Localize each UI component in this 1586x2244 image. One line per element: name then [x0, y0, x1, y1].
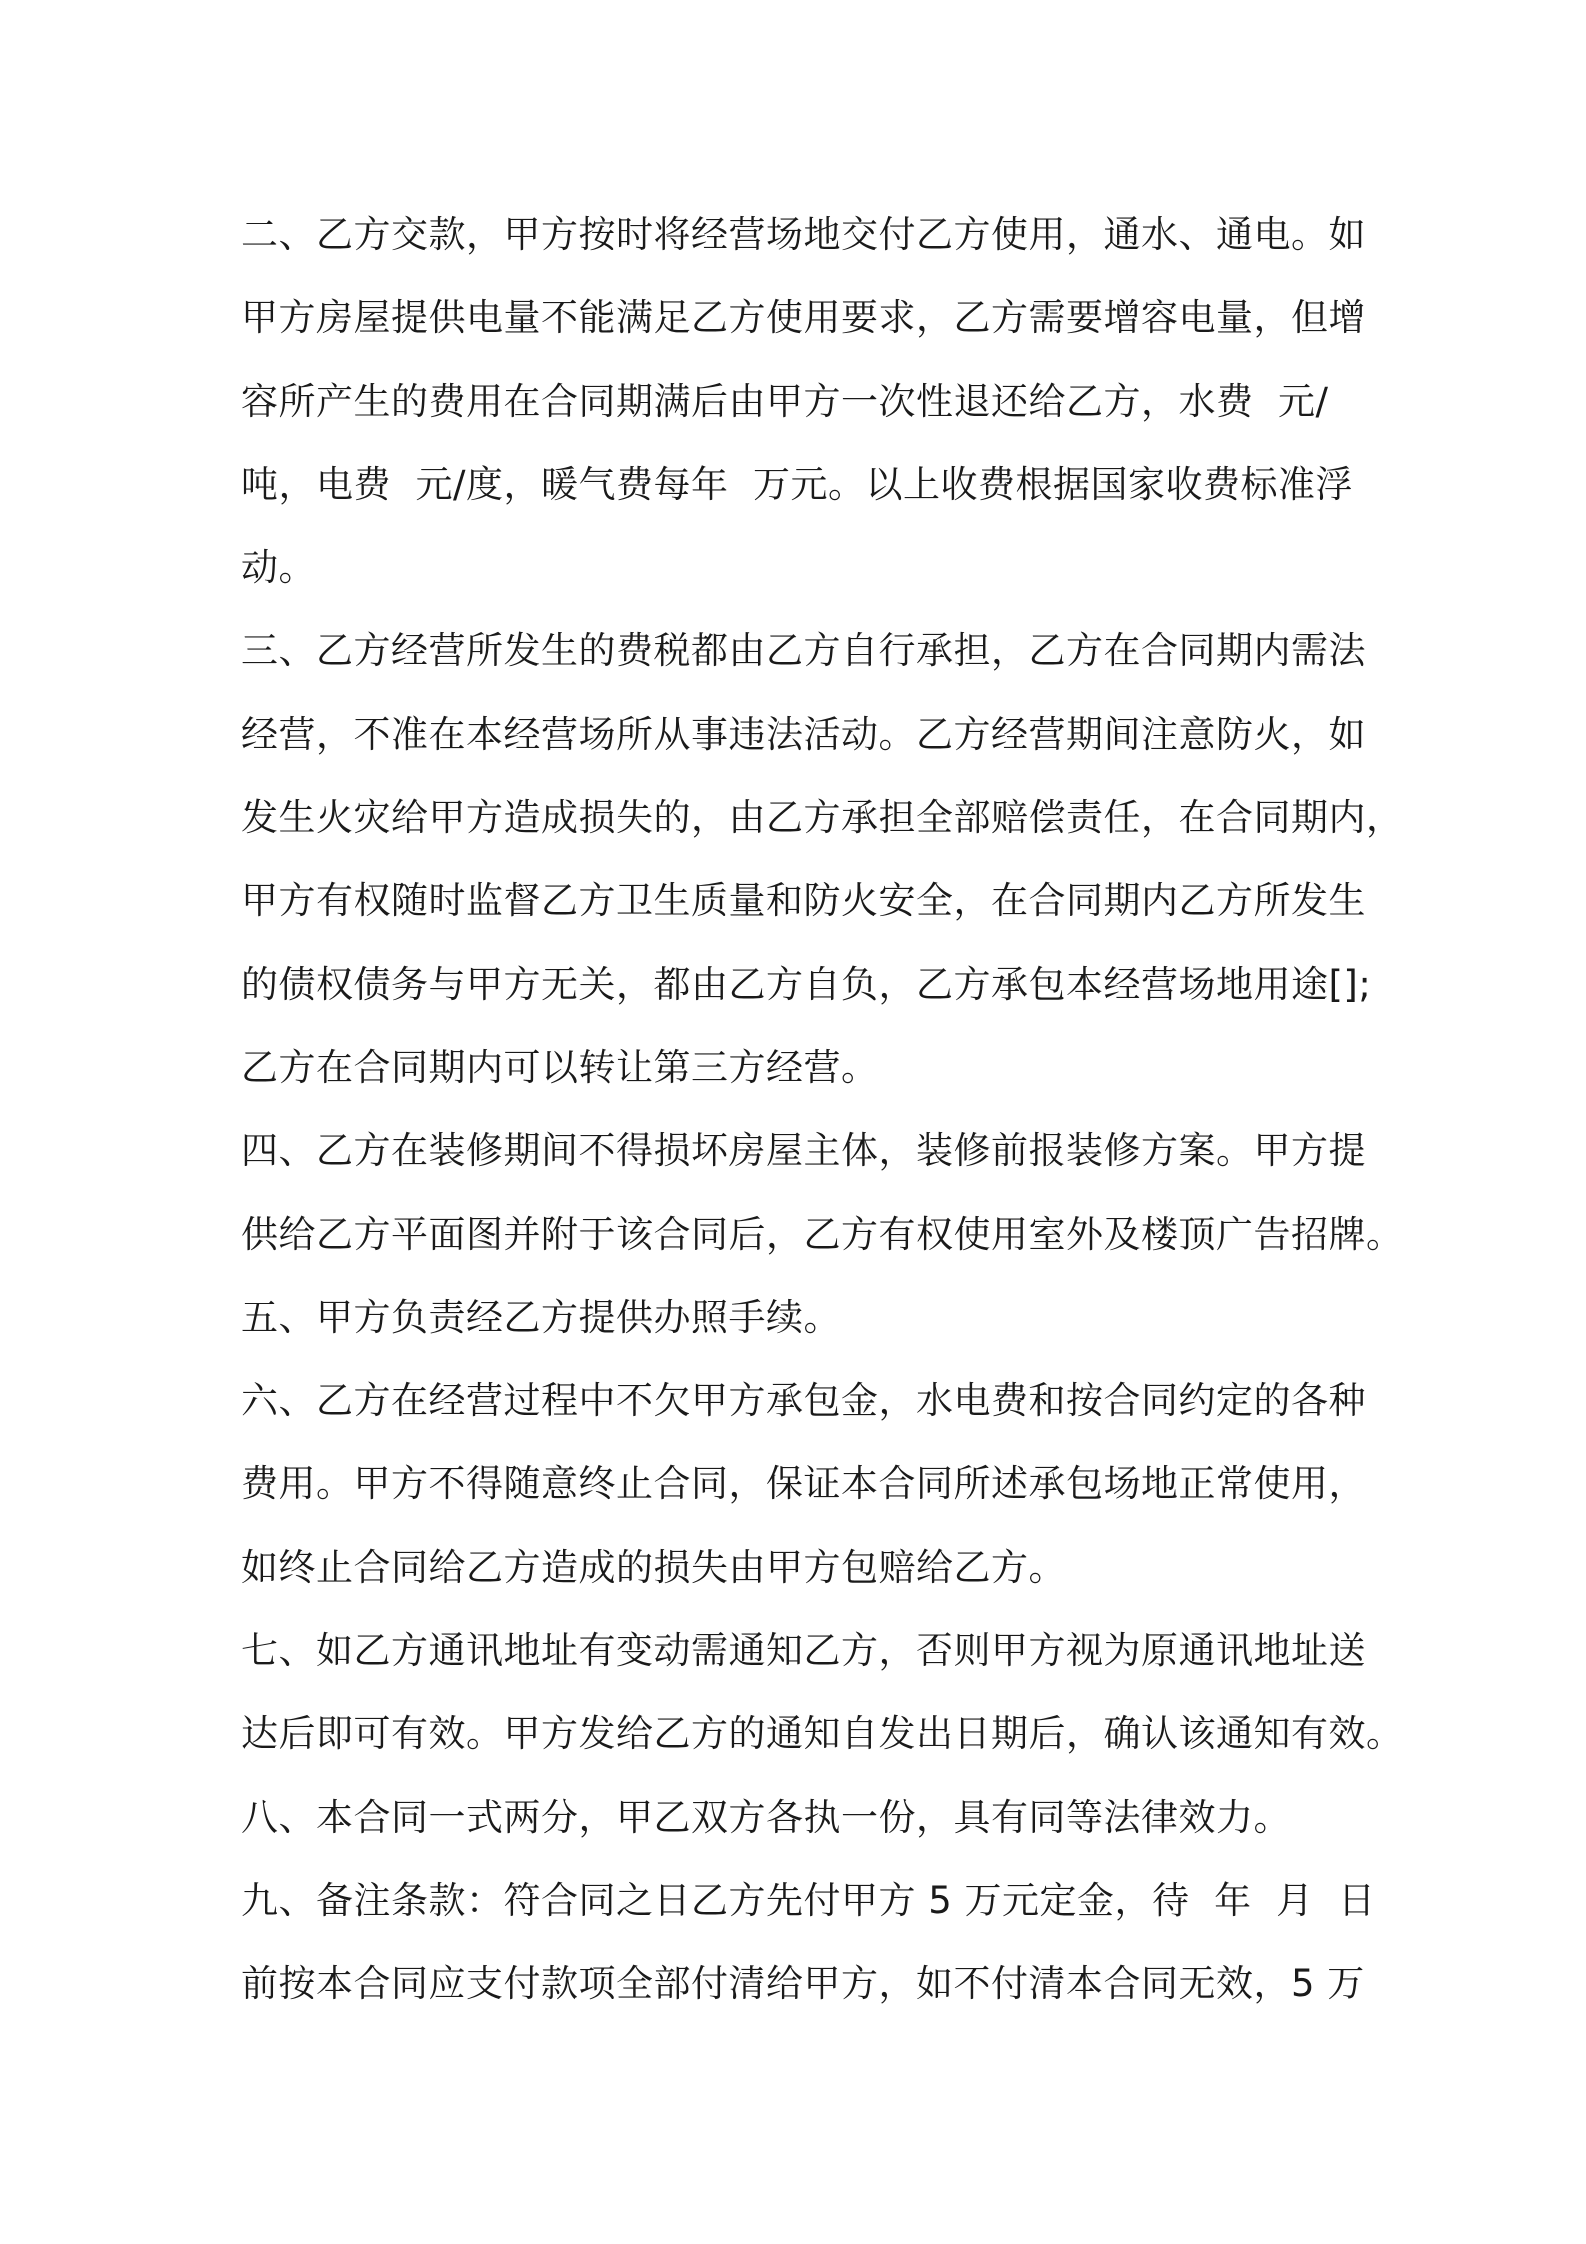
text-line: 费用。甲方不得随意终止合同，保证本合同所述承包场地正常使用， — [241, 1462, 1366, 1506]
text-line: 乙方在合同期内可以转让第三方经营。 — [241, 1045, 879, 1089]
text-line: 八、本合同一式两分，甲乙双方各执一份，具有同等法律效力。 — [241, 1795, 1291, 1839]
text-line: 九、备注条款：符合同之日乙方先付甲方 5 万元定金，待 年 月 日 — [241, 1878, 1376, 1922]
text-line: 甲方有权随时监督乙方卫生质量和防火安全，在合同期内乙方所发生 — [241, 879, 1366, 923]
text-line: 经营，不准在本经营场所从事违法活动。乙方经营期间注意防火，如 — [241, 712, 1366, 756]
contract-body-text — [241, 193, 1404, 2026]
text-line: 七、如乙方通讯地址有变动需通知乙方，否则甲方视为原通讯地址送 — [241, 1629, 1366, 1673]
text-line: 如终止合同给乙方造成的损失由甲方包赔给乙方。 — [241, 1545, 1066, 1589]
text-line: 动。 — [241, 546, 316, 590]
text-line: 前按本合同应支付款项全部付清给甲方，如不付清本合同无效，5 万 — [241, 1962, 1365, 2006]
text-line: 四、乙方在装修期间不得损坏房屋主体，装修前报装修方案。甲方提 — [241, 1129, 1366, 1173]
text-line: 发生火灾给甲方造成损失的，由乙方承担全部赔偿责任，在合同期内， — [241, 796, 1404, 840]
text-line: 甲方房屋提供电量不能满足乙方使用要求，乙方需要增容电量，但增 — [241, 296, 1366, 340]
text-line: 达后即可有效。甲方发给乙方的通知自发出日期后，确认该通知有效。 — [241, 1712, 1404, 1756]
text-line: 的债权债务与甲方无关，都由乙方自负，乙方承包本经营场地用途[]; — [241, 962, 1372, 1006]
text-line: 二、乙方交款，甲方按时将经营场地交付乙方使用，通水、通电。如 — [241, 213, 1366, 256]
text-line: 五、甲方负责经乙方提供办照手续。 — [241, 1295, 841, 1339]
text-line: 供给乙方平面图并附于该合同后，乙方有权使用室外及楼顶广告招牌。 — [241, 1212, 1404, 1256]
text-line: 吨，电费 元/度，暖气费每年 万元。以上收费根据国家收费标准浮 — [241, 462, 1354, 506]
text-line: 容所产生的费用在合同期满后由甲方一次性退还给乙方，水费 元/ — [241, 379, 1329, 423]
text-line: 三、乙方经营所发生的费税都由乙方自行承担，乙方在合同期内需法 — [241, 629, 1366, 673]
text-line: 六、乙方在经营过程中不欠甲方承包金，水电费和按合同约定的各种 — [241, 1379, 1366, 1423]
